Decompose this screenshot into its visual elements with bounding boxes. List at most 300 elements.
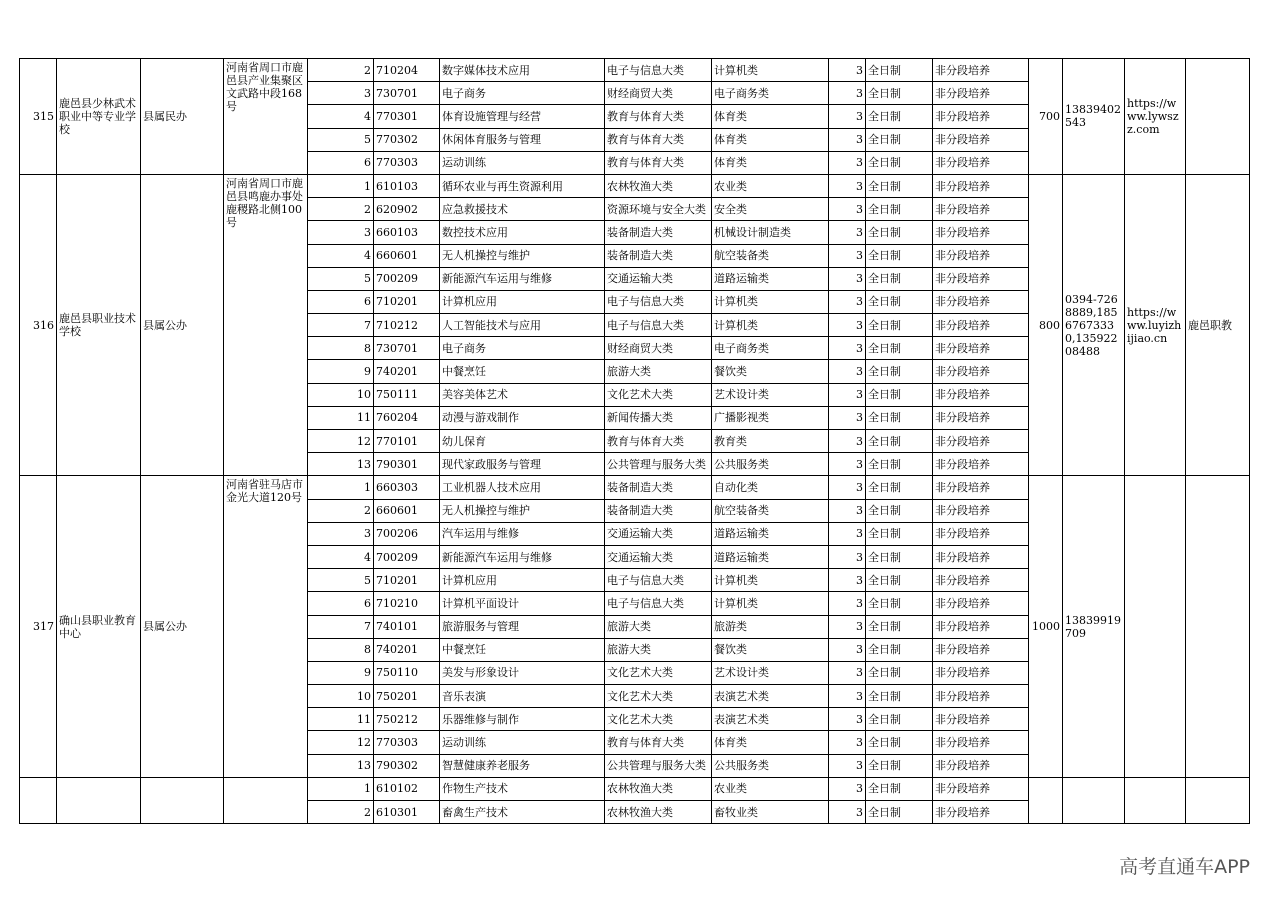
major-name: 畜禽生产技术 [440, 801, 605, 824]
major-class: 计算机类 [712, 290, 829, 313]
study-years: 3 [829, 314, 866, 337]
major-code: 700206 [374, 522, 440, 545]
major-seq: 5 [308, 569, 374, 592]
major-class: 广播影视类 [712, 406, 829, 429]
training-type: 非分段培养 [933, 337, 1029, 360]
study-years: 3 [829, 754, 866, 777]
major-seq: 2 [308, 59, 374, 82]
study-years: 3 [829, 174, 866, 197]
training-type: 非分段培养 [933, 430, 1029, 453]
major-code: 660601 [374, 244, 440, 267]
study-years: 3 [829, 198, 866, 221]
study-mode: 全日制 [866, 731, 933, 754]
school-address [224, 777, 308, 823]
major-name: 音乐表演 [440, 685, 605, 708]
training-type: 非分段培养 [933, 754, 1029, 777]
major-seq: 4 [308, 545, 374, 568]
major-seq: 9 [308, 661, 374, 684]
study-years: 3 [829, 337, 866, 360]
major-name: 数字媒体技术应用 [440, 59, 605, 82]
table-row [20, 476, 1250, 499]
study-years: 3 [829, 685, 866, 708]
major-class: 电子商务类 [712, 82, 829, 105]
major-seq: 4 [308, 244, 374, 267]
study-years: 3 [829, 592, 866, 615]
major-seq: 10 [308, 685, 374, 708]
major-name: 动漫与游戏制作 [440, 406, 605, 429]
major-code: 660303 [374, 476, 440, 499]
enrollment-plan: 1000 [1029, 476, 1063, 777]
major-seq: 7 [308, 314, 374, 337]
major-class: 计算机类 [712, 569, 829, 592]
major-seq: 8 [308, 337, 374, 360]
major-class: 餐饮类 [712, 360, 829, 383]
school-type [141, 777, 224, 823]
enrollment-plan [1029, 777, 1063, 823]
major-name: 智慧健康养老服务 [440, 754, 605, 777]
contact-phone: 0394-7268889,18567673330,13592208488 [1063, 174, 1125, 475]
training-type: 非分段培养 [933, 569, 1029, 592]
study-years: 3 [829, 244, 866, 267]
major-code: 770101 [374, 430, 440, 453]
major-code: 750201 [374, 685, 440, 708]
study-mode: 全日制 [866, 708, 933, 731]
major-category: 装备制造大类 [605, 499, 712, 522]
major-seq: 1 [308, 777, 374, 800]
major-class: 农业类 [712, 777, 829, 800]
major-category: 新闻传播大类 [605, 406, 712, 429]
major-category: 财经商贸大类 [605, 82, 712, 105]
major-class: 机械设计制造类 [712, 221, 829, 244]
training-type: 非分段培养 [933, 592, 1029, 615]
training-type: 非分段培养 [933, 314, 1029, 337]
major-category: 文化艺术大类 [605, 383, 712, 406]
school-note [1186, 476, 1250, 777]
major-seq: 6 [308, 151, 374, 174]
major-category: 电子与信息大类 [605, 290, 712, 313]
training-type: 非分段培养 [933, 360, 1029, 383]
study-years: 3 [829, 545, 866, 568]
study-mode: 全日制 [866, 337, 933, 360]
study-years: 3 [829, 128, 866, 151]
study-mode: 全日制 [866, 638, 933, 661]
major-name: 汽车运用与维修 [440, 522, 605, 545]
training-type: 非分段培养 [933, 476, 1029, 499]
major-class: 道路运输类 [712, 545, 829, 568]
major-code: 730701 [374, 82, 440, 105]
major-seq: 2 [308, 198, 374, 221]
major-code: 750111 [374, 383, 440, 406]
major-category: 文化艺术大类 [605, 661, 712, 684]
school-number: 317 [20, 476, 57, 777]
major-name: 应急救援技术 [440, 198, 605, 221]
major-class: 电子商务类 [712, 337, 829, 360]
school-number: 315 [20, 59, 57, 175]
major-name: 循环农业与再生资源利用 [440, 174, 605, 197]
major-class: 餐饮类 [712, 638, 829, 661]
major-category: 文化艺术大类 [605, 685, 712, 708]
major-category: 教育与体育大类 [605, 105, 712, 128]
major-class: 艺术设计类 [712, 383, 829, 406]
school-number [20, 777, 57, 823]
major-category: 装备制造大类 [605, 221, 712, 244]
contact-phone [1063, 777, 1125, 823]
major-category: 财经商贸大类 [605, 337, 712, 360]
study-mode: 全日制 [866, 314, 933, 337]
study-years: 3 [829, 476, 866, 499]
major-name: 运动训练 [440, 151, 605, 174]
major-seq: 5 [308, 128, 374, 151]
study-years: 3 [829, 731, 866, 754]
school-name [57, 777, 141, 823]
training-type: 非分段培养 [933, 221, 1029, 244]
major-class: 自动化类 [712, 476, 829, 499]
training-type: 非分段培养 [933, 801, 1029, 824]
study-years: 3 [829, 638, 866, 661]
training-type: 非分段培养 [933, 267, 1029, 290]
major-name: 计算机应用 [440, 290, 605, 313]
major-class: 道路运输类 [712, 522, 829, 545]
study-years: 3 [829, 801, 866, 824]
major-name: 旅游服务与管理 [440, 615, 605, 638]
training-type: 非分段培养 [933, 406, 1029, 429]
major-seq: 2 [308, 499, 374, 522]
study-mode: 全日制 [866, 221, 933, 244]
major-name: 无人机操控与维护 [440, 244, 605, 267]
study-years: 3 [829, 406, 866, 429]
enrollment-plan: 700 [1029, 59, 1063, 175]
school-note: 鹿邑职教 [1186, 174, 1250, 475]
major-name: 计算机平面设计 [440, 592, 605, 615]
study-years: 3 [829, 267, 866, 290]
contact-phone: 13839402543 [1063, 59, 1125, 175]
major-seq: 11 [308, 406, 374, 429]
school-note [1186, 59, 1250, 175]
training-type: 非分段培养 [933, 105, 1029, 128]
training-type: 非分段培养 [933, 174, 1029, 197]
major-category: 交通运输大类 [605, 267, 712, 290]
training-type: 非分段培养 [933, 82, 1029, 105]
study-years: 3 [829, 615, 866, 638]
major-category: 装备制造大类 [605, 244, 712, 267]
training-type: 非分段培养 [933, 638, 1029, 661]
training-type: 非分段培养 [933, 522, 1029, 545]
major-name: 人工智能技术与应用 [440, 314, 605, 337]
major-name: 乐器维修与制作 [440, 708, 605, 731]
major-code: 700209 [374, 267, 440, 290]
major-seq: 3 [308, 221, 374, 244]
study-years: 3 [829, 383, 866, 406]
major-class: 表演艺术类 [712, 708, 829, 731]
major-class: 体育类 [712, 128, 829, 151]
major-seq: 5 [308, 267, 374, 290]
school-type: 县属公办 [141, 174, 224, 475]
major-class: 航空装备类 [712, 244, 829, 267]
major-category: 电子与信息大类 [605, 569, 712, 592]
major-name: 计算机应用 [440, 569, 605, 592]
study-mode: 全日制 [866, 522, 933, 545]
major-name: 电子商务 [440, 337, 605, 360]
major-name: 休闲体育服务与管理 [440, 128, 605, 151]
major-class: 公共服务类 [712, 453, 829, 476]
major-code: 620902 [374, 198, 440, 221]
training-type: 非分段培养 [933, 453, 1029, 476]
school-address: 河南省周口市鹿邑县鸣鹿办事处鹿稷路北侧100号 [224, 174, 308, 475]
study-mode: 全日制 [866, 499, 933, 522]
study-mode: 全日制 [866, 453, 933, 476]
study-mode: 全日制 [866, 476, 933, 499]
major-code: 770301 [374, 105, 440, 128]
study-years: 3 [829, 105, 866, 128]
major-code: 700209 [374, 545, 440, 568]
major-name: 电子商务 [440, 82, 605, 105]
study-mode: 全日制 [866, 59, 933, 82]
major-category: 农林牧渔大类 [605, 174, 712, 197]
study-mode: 全日制 [866, 406, 933, 429]
major-code: 660103 [374, 221, 440, 244]
major-seq: 9 [308, 360, 374, 383]
major-seq: 2 [308, 801, 374, 824]
major-category: 交通运输大类 [605, 522, 712, 545]
major-code: 760204 [374, 406, 440, 429]
major-code: 770302 [374, 128, 440, 151]
study-mode: 全日制 [866, 777, 933, 800]
major-class: 教育类 [712, 430, 829, 453]
major-seq: 1 [308, 174, 374, 197]
major-category: 装备制造大类 [605, 476, 712, 499]
major-seq: 6 [308, 290, 374, 313]
school-name: 确山县职业教育中心 [57, 476, 141, 777]
major-code: 750110 [374, 661, 440, 684]
study-mode: 全日制 [866, 267, 933, 290]
major-class: 表演艺术类 [712, 685, 829, 708]
study-years: 3 [829, 151, 866, 174]
training-type: 非分段培养 [933, 685, 1029, 708]
major-name: 美容美体艺术 [440, 383, 605, 406]
study-mode: 全日制 [866, 82, 933, 105]
major-name: 新能源汽车运用与维修 [440, 545, 605, 568]
major-name: 无人机操控与维护 [440, 499, 605, 522]
major-code: 710201 [374, 290, 440, 313]
major-class: 体育类 [712, 151, 829, 174]
enrollment-plan: 800 [1029, 174, 1063, 475]
major-code: 790302 [374, 754, 440, 777]
training-type: 非分段培养 [933, 777, 1029, 800]
major-code: 740201 [374, 638, 440, 661]
major-code: 740101 [374, 615, 440, 638]
major-class: 道路运输类 [712, 267, 829, 290]
study-years: 3 [829, 777, 866, 800]
major-name: 美发与形象设计 [440, 661, 605, 684]
major-seq: 12 [308, 731, 374, 754]
training-type: 非分段培养 [933, 731, 1029, 754]
training-type: 非分段培养 [933, 383, 1029, 406]
major-category: 电子与信息大类 [605, 59, 712, 82]
major-category: 交通运输大类 [605, 545, 712, 568]
major-class: 安全类 [712, 198, 829, 221]
major-category: 教育与体育大类 [605, 430, 712, 453]
major-class: 体育类 [712, 731, 829, 754]
major-name: 体育设施管理与经营 [440, 105, 605, 128]
training-type: 非分段培养 [933, 198, 1029, 221]
major-code: 710210 [374, 592, 440, 615]
school-number: 316 [20, 174, 57, 475]
study-mode: 全日制 [866, 174, 933, 197]
table-row [20, 174, 1250, 197]
study-mode: 全日制 [866, 754, 933, 777]
major-seq: 13 [308, 754, 374, 777]
study-mode: 全日制 [866, 244, 933, 267]
watermark-text: 高考直通车APP [1119, 856, 1250, 878]
study-years: 3 [829, 290, 866, 313]
major-class: 体育类 [712, 105, 829, 128]
school-note [1186, 777, 1250, 823]
school-type: 县属民办 [141, 59, 224, 175]
study-mode: 全日制 [866, 360, 933, 383]
training-type: 非分段培养 [933, 708, 1029, 731]
school-website: https://www.luyizhijiao.cn [1125, 174, 1186, 475]
major-code: 770303 [374, 151, 440, 174]
major-category: 农林牧渔大类 [605, 777, 712, 800]
major-seq: 6 [308, 592, 374, 615]
major-name: 现代家政服务与管理 [440, 453, 605, 476]
study-years: 3 [829, 59, 866, 82]
major-seq: 8 [308, 638, 374, 661]
school-website: https://www.lywszz.com [1125, 59, 1186, 175]
table-row [20, 777, 1250, 800]
school-name: 鹿邑县职业技术学校 [57, 174, 141, 475]
school-name: 鹿邑县少林武术职业中等专业学校 [57, 59, 141, 175]
major-code: 740201 [374, 360, 440, 383]
major-class: 公共服务类 [712, 754, 829, 777]
school-address: 河南省周口市鹿邑县产业集聚区文武路中段168号 [224, 59, 308, 175]
major-class: 计算机类 [712, 592, 829, 615]
study-years: 3 [829, 82, 866, 105]
major-code: 710212 [374, 314, 440, 337]
major-seq: 1 [308, 476, 374, 499]
study-years: 3 [829, 221, 866, 244]
study-mode: 全日制 [866, 128, 933, 151]
enrollment-table [19, 58, 1250, 824]
major-name: 新能源汽车运用与维修 [440, 267, 605, 290]
study-mode: 全日制 [866, 151, 933, 174]
major-category: 旅游大类 [605, 638, 712, 661]
major-seq: 3 [308, 522, 374, 545]
major-class: 旅游类 [712, 615, 829, 638]
study-mode: 全日制 [866, 545, 933, 568]
major-seq: 11 [308, 708, 374, 731]
study-mode: 全日制 [866, 198, 933, 221]
study-years: 3 [829, 453, 866, 476]
training-type: 非分段培养 [933, 661, 1029, 684]
major-seq: 4 [308, 105, 374, 128]
school-website [1125, 476, 1186, 777]
study-mode: 全日制 [866, 290, 933, 313]
training-type: 非分段培养 [933, 151, 1029, 174]
training-type: 非分段培养 [933, 499, 1029, 522]
study-years: 3 [829, 499, 866, 522]
major-code: 710201 [374, 569, 440, 592]
study-years: 3 [829, 661, 866, 684]
major-category: 电子与信息大类 [605, 314, 712, 337]
major-class: 航空装备类 [712, 499, 829, 522]
major-code: 790301 [374, 453, 440, 476]
major-seq: 3 [308, 82, 374, 105]
major-seq: 13 [308, 453, 374, 476]
major-seq: 10 [308, 383, 374, 406]
study-mode: 全日制 [866, 569, 933, 592]
major-category: 资源环境与安全大类 [605, 198, 712, 221]
study-mode: 全日制 [866, 801, 933, 824]
major-seq: 12 [308, 430, 374, 453]
major-name: 中餐烹饪 [440, 638, 605, 661]
training-type: 非分段培养 [933, 545, 1029, 568]
major-class: 农业类 [712, 174, 829, 197]
major-seq: 7 [308, 615, 374, 638]
training-type: 非分段培养 [933, 615, 1029, 638]
major-name: 幼儿保育 [440, 430, 605, 453]
contact-phone: 13839919709 [1063, 476, 1125, 777]
major-code: 610103 [374, 174, 440, 197]
table-row [20, 59, 1250, 82]
study-years: 3 [829, 569, 866, 592]
major-category: 旅游大类 [605, 360, 712, 383]
study-years: 3 [829, 708, 866, 731]
school-type: 县属公办 [141, 476, 224, 777]
study-years: 3 [829, 430, 866, 453]
major-category: 教育与体育大类 [605, 151, 712, 174]
training-type: 非分段培养 [933, 128, 1029, 151]
study-mode: 全日制 [866, 661, 933, 684]
major-category: 农林牧渔大类 [605, 801, 712, 824]
major-code: 610301 [374, 801, 440, 824]
major-category: 公共管理与服务大类 [605, 754, 712, 777]
major-category: 文化艺术大类 [605, 708, 712, 731]
major-class: 畜牧业类 [712, 801, 829, 824]
major-name: 运动训练 [440, 731, 605, 754]
school-address: 河南省驻马店市金光大道120号 [224, 476, 308, 777]
study-years: 3 [829, 522, 866, 545]
major-category: 电子与信息大类 [605, 592, 712, 615]
study-years: 3 [829, 360, 866, 383]
major-code: 660601 [374, 499, 440, 522]
major-class: 计算机类 [712, 314, 829, 337]
major-name: 作物生产技术 [440, 777, 605, 800]
training-type: 非分段培养 [933, 290, 1029, 313]
training-type: 非分段培养 [933, 59, 1029, 82]
study-mode: 全日制 [866, 430, 933, 453]
major-category: 教育与体育大类 [605, 128, 712, 151]
study-mode: 全日制 [866, 592, 933, 615]
study-mode: 全日制 [866, 615, 933, 638]
major-name: 数控技术应用 [440, 221, 605, 244]
school-website [1125, 777, 1186, 823]
major-name: 工业机器人技术应用 [440, 476, 605, 499]
major-class: 艺术设计类 [712, 661, 829, 684]
major-code: 770303 [374, 731, 440, 754]
major-code: 750212 [374, 708, 440, 731]
major-category: 公共管理与服务大类 [605, 453, 712, 476]
study-mode: 全日制 [866, 105, 933, 128]
training-type: 非分段培养 [933, 244, 1029, 267]
study-mode: 全日制 [866, 383, 933, 406]
major-category: 旅游大类 [605, 615, 712, 638]
major-code: 730701 [374, 337, 440, 360]
major-name: 中餐烹饪 [440, 360, 605, 383]
major-class: 计算机类 [712, 59, 829, 82]
major-category: 教育与体育大类 [605, 731, 712, 754]
major-code: 610102 [374, 777, 440, 800]
